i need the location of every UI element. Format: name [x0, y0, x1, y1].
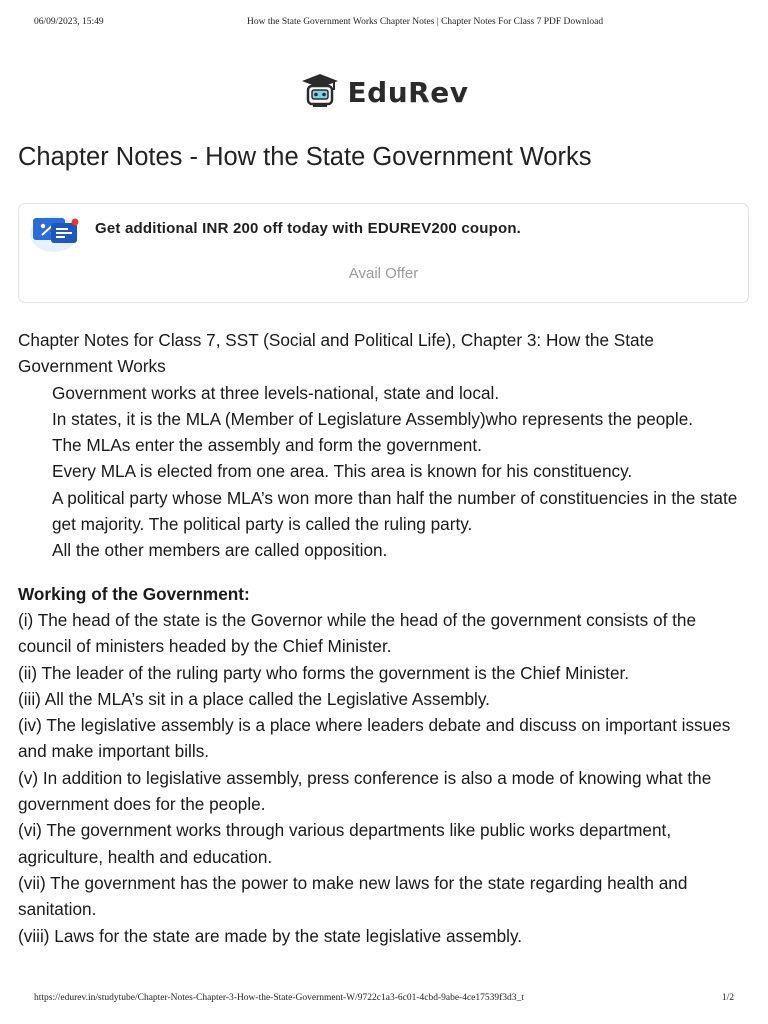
summary-item: Every MLA is elected from one area. This area is known for his constituency.	[52, 461, 633, 482]
page-url: https://edurev.in/studytube/Chapter-Notes-Chapter-3-How-the-State-Government-W/9722c1a3-6c01-4cbd-9abe-4ce17539f3d3_t	[34, 993, 524, 1003]
working-point: (vii) The government has the power to make new laws for the state regarding health and sanitation.	[18, 872, 688, 920]
summary-list	[18, 380, 748, 564]
summary-item: The MLAs enter the assembly and form the government.	[52, 435, 482, 456]
page-number: 1/2	[721, 993, 734, 1003]
working-point: (iv) The legislative assembly is a place where leaders debate and discuss on important issues and make important bills.	[18, 715, 731, 762]
edurev-logo[interactable]	[0, 70, 768, 114]
page-title: Chapter Notes - How the State Government Works	[18, 143, 592, 171]
coupon-offer-text: Get additional INR 200 off today with EDUREV200 coupon.	[95, 220, 522, 237]
avail-offer-button[interactable]: Avail Offer	[348, 265, 419, 282]
print-datetime: 06/09/2023, 15:49	[34, 17, 104, 27]
working-point: (i) The head of the state is the Governor while the head of the government consists of the council of ministers headed by the Chief Minister.	[18, 609, 697, 657]
working-point: (ii) The leader of the ruling party who forms the government is the Chief Minister.	[18, 662, 630, 683]
working-point: (v) In addition to legislative assembly, press conference is also a mode of knowing what the government does for the people.	[18, 767, 712, 815]
graduation-cap-robot-icon	[300, 72, 340, 113]
working-point: (viii) Laws for the state are made by the state legislative assembly.	[18, 925, 523, 946]
summary-item: A political party whose MLA’s won more than half the number of constituencies in the state get majority. The political party is called the ruling party.	[52, 487, 738, 535]
intro-paragraph: Chapter Notes for Class 7, SST (Social and Political Life), Chapter 3: How the State Government Works	[18, 330, 654, 377]
coupon-offer-card	[18, 203, 749, 303]
working-point: (vi) The government works through various departments like public works department, agriculture, health and education.	[18, 820, 672, 867]
coupon-percent-icon	[29, 210, 81, 259]
print-header	[34, 17, 734, 31]
working-point: (iii) All the MLA’s sit in a place called the Legislative Assembly.	[18, 688, 490, 709]
summary-item: Government works at three levels-national, state and local.	[52, 382, 500, 403]
summary-item: In states, it is the MLA (Member of Legislature Assembly)who represents the people.	[52, 408, 694, 429]
print-document-title: How the State Government Works Chapter Notes | Chapter Notes For Class 7 PDF Download	[247, 17, 604, 27]
logo-text: EduRev	[347, 75, 469, 109]
print-footer	[34, 993, 734, 1007]
chapter-notes-content	[18, 327, 748, 949]
section-heading: Working of the Government:	[18, 583, 250, 604]
summary-item: All the other members are called opposition.	[52, 540, 388, 561]
